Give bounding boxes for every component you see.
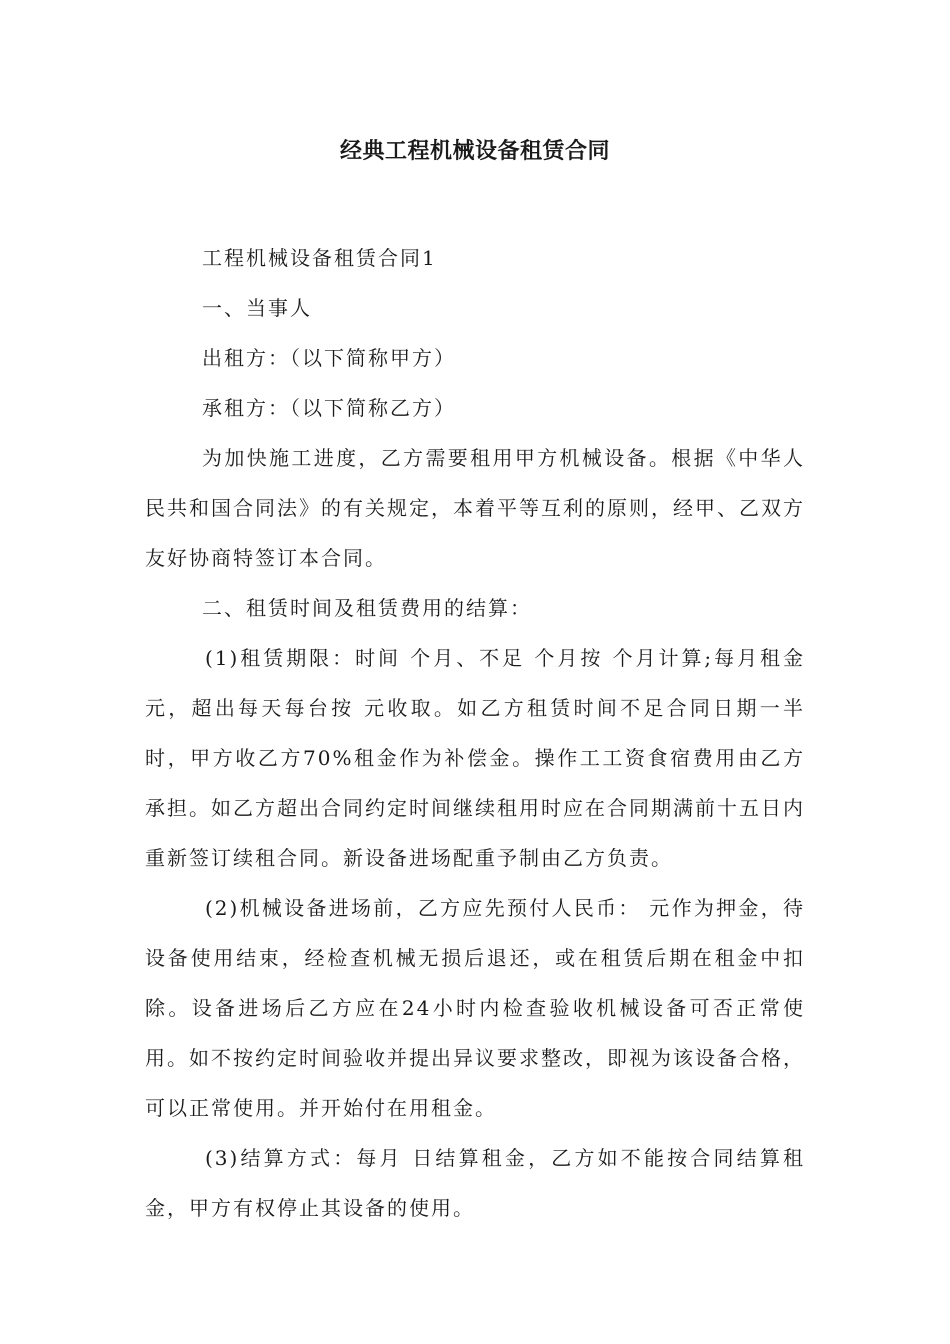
lessee-line: 承租方：（以下简称乙方）: [202, 396, 456, 420]
section-heading-lease-terms: 二、租赁时间及租赁费用的结算：: [202, 596, 532, 620]
clause-settlement: (3)结算方式：每月 日结算租金，乙方如不能按合同结算租金，甲方有权停止其设备的使用。: [145, 1146, 805, 1220]
clause-lease-period: (1)租赁期限：时间 个月、不足 个月按 个月计算;每月租金 元，超出每天每台按 元收取。如乙方租赁时间不足合同日期一半时，甲方收乙方70%租金作为补偿金。操作工工资食宿费用由乙方承担。如乙方超出合同约定时间继续租用时应在合同期满前十五日内重新签订续租合同。新设备进场配重予制由乙方负责。: [145, 646, 805, 870]
document-title: 经典工程机械设备租赁合同: [339, 139, 610, 164]
contract-subtitle: 工程机械设备租赁合同1: [202, 246, 437, 270]
section-heading-parties: 一、当事人: [202, 296, 312, 320]
preamble-paragraph: 为加快施工进度，乙方需要租用甲方机械设备。根据《中华人民共和国合同法》的有关规定，本着平等互利的原则，经甲、乙双方友好协商特签订本合同。: [145, 446, 805, 570]
document-body: [145, 233, 805, 1233]
lessor-line: 出租方：（以下简称甲方）: [202, 346, 456, 370]
clause-deposit: (2)机械设备进场前，乙方应先预付人民币： 元作为押金，待设备使用结束，经检查机械无损后退还，或在租赁后期在租金中扣除。设备进场后乙方应在24小时内检查验收机械设备可否正常使用。如不按约定时间验收并提出异议要求整改，即视为该设备合格，可以正常使用。并开始付在用租金。: [145, 896, 805, 1120]
